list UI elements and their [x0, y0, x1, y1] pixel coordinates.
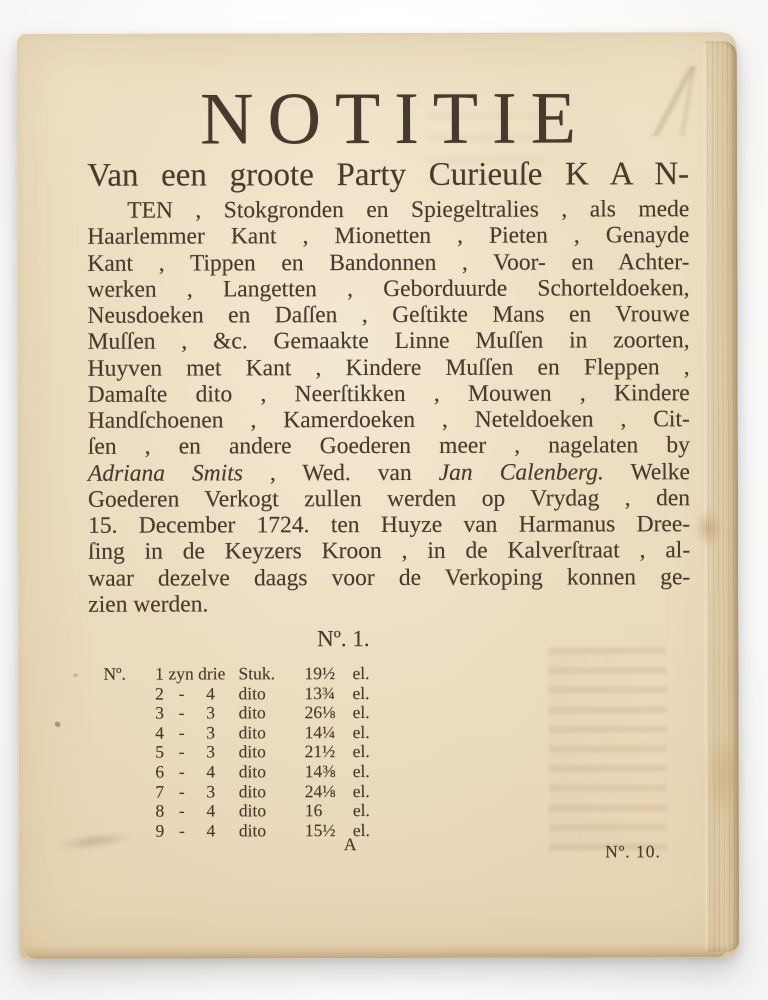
piece-count-value: 4	[206, 761, 216, 782]
dash: -	[178, 781, 185, 802]
paragraph-line	[87, 222, 689, 250]
length-value: 16	[304, 800, 323, 821]
lot-row	[104, 702, 691, 723]
piece-count: zyn drie	[168, 663, 226, 684]
lot-row	[103, 663, 690, 684]
length-value: 14⅜	[304, 761, 336, 782]
paragraph-line	[88, 459, 690, 487]
piece-count-value: 3	[206, 702, 215, 723]
signature-mark: A	[343, 834, 357, 855]
person-name: Adriana Smits	[87, 459, 243, 487]
section-heading: Nº. 1.	[317, 626, 370, 652]
dash: -	[178, 722, 185, 743]
paragraph-text: Haarlemmer Kant , Mionetten , Pieten , Genayde	[87, 222, 690, 251]
unit-label: el.	[352, 760, 370, 782]
dito-word: dito	[238, 820, 267, 841]
piece-count-value: 4	[206, 800, 216, 821]
lot-number: 7	[155, 781, 165, 802]
paragraph-line	[88, 354, 690, 382]
numero-spacer	[103, 684, 150, 704]
lot-number: 3	[155, 702, 164, 723]
paragraph-line	[88, 327, 690, 355]
lot-row	[104, 781, 691, 802]
paragraph-line	[88, 537, 690, 565]
lot-number: 2	[155, 683, 164, 704]
page-footer	[89, 834, 691, 868]
lot-row	[104, 820, 691, 841]
paragraph-line	[88, 511, 690, 539]
paragraph-line	[87, 301, 689, 329]
numero-spacer	[104, 802, 151, 822]
paragraph-text: werken , Langetten , Geborduurde Schorteldoeken,	[87, 274, 690, 303]
numero-spacer	[104, 763, 151, 783]
paragraph-text: Welke	[603, 458, 690, 485]
unit-label: el.	[352, 663, 370, 684]
dash: -	[178, 761, 185, 782]
paragraph-line	[88, 590, 690, 618]
piece-count	[169, 704, 227, 724]
dash: -	[178, 820, 185, 841]
dash: -	[178, 741, 185, 762]
paragraph-text: 15. December 1724. ten Huyze van Harmanus Dree-	[88, 511, 691, 539]
unit-label: el.	[352, 682, 370, 703]
paragraph-line	[88, 485, 690, 513]
dash: -	[178, 683, 185, 704]
lot-number: 6	[155, 761, 165, 782]
piece-count-value: 3	[206, 780, 216, 802]
lot-row	[104, 761, 691, 782]
piece-count	[169, 762, 227, 782]
document-title: NOTITIE	[200, 77, 591, 161]
paragraph-text: , Wed. van	[242, 459, 439, 486]
lot-row	[104, 742, 691, 763]
numero-spacer	[104, 743, 151, 763]
piece-count	[169, 802, 227, 822]
dito-word: dito	[238, 722, 266, 743]
paragraph-text: Muſſen , &c. Gemaakte Linne Muſſen in zoorten,	[87, 327, 690, 356]
length-value: 24⅛	[304, 780, 336, 801]
length-value: 26⅛	[304, 702, 336, 723]
paragraph-text: Goederen Verkogt zullen werden op Vrydag , den	[87, 484, 691, 513]
numero-spacer	[104, 723, 151, 743]
piece-count-value: 4	[206, 683, 215, 704]
paragraph-line	[88, 564, 690, 592]
dito-word: dito	[238, 741, 266, 762]
numero-label: Nº.	[103, 663, 126, 684]
document-page	[17, 32, 739, 959]
piece-count	[168, 684, 226, 704]
person-name: Jan Calenberg.	[438, 458, 604, 486]
length-value: 19½	[304, 663, 336, 684]
lot-row	[104, 800, 691, 821]
paragraph-text: Damaſte dito , Neerſtikken , Mouwen , Kindere	[87, 379, 690, 408]
lot-number: 4	[155, 722, 165, 743]
printed-content	[87, 32, 691, 959]
paragraph-text: Kant , Tippen en Bandonnen , Voor- en Achter-	[87, 248, 690, 277]
unit-label: el.	[352, 741, 370, 762]
piece-count	[169, 782, 227, 802]
paragraph-text: waar dezelve daags voor de Verkoping konnen ge-	[88, 563, 691, 592]
lot-row	[104, 722, 691, 743]
length-value: 21½	[304, 741, 336, 762]
paragraph-text: Huyven met Kant , Kindere Muſſen en Fleppen ,	[87, 353, 690, 382]
dito-word: dito	[238, 780, 267, 801]
lot-number: 9	[155, 820, 165, 841]
page-number: Nº. 10.	[605, 841, 661, 862]
lot-row	[103, 683, 690, 704]
numero-spacer	[104, 821, 151, 841]
paragraph-text: ſen , en andere Goederen meer , nagelaten by	[87, 432, 690, 461]
numero-spacer	[104, 782, 151, 802]
length-value: 14¼	[304, 721, 336, 742]
unit-label: el.	[352, 800, 370, 821]
dito-word: dito	[238, 761, 266, 782]
lot-number: 5	[155, 741, 165, 762]
dash: -	[178, 800, 185, 821]
length-value: 13¾	[304, 682, 336, 703]
paragraph-line	[88, 406, 690, 434]
dash: -	[178, 702, 185, 723]
piece-count	[169, 743, 227, 763]
fox-spot	[54, 721, 62, 729]
paragraph-text: zien werden.	[88, 591, 209, 618]
paragraph-line	[88, 432, 690, 460]
paragraph-text: Neusdoeken en Daſſen , Geſtikte Mans en Vrouwe	[87, 301, 690, 329]
length-value: 15½	[304, 819, 336, 840]
lot-number: 8	[155, 800, 165, 821]
document-subtitle: Van een groote Party Curieuſe K A N-	[87, 156, 690, 194]
paragraph-line	[87, 196, 689, 224]
notice-paragraph	[87, 196, 690, 618]
stain	[694, 508, 722, 548]
piece-count	[169, 723, 227, 743]
piece-count-value: 4	[206, 820, 216, 841]
piece-count-value: 3	[206, 722, 216, 743]
stain	[703, 732, 743, 822]
lot-list	[103, 663, 690, 841]
paragraph-line	[87, 275, 689, 303]
fox-spot	[73, 674, 77, 677]
paragraph-text: Handſchoenen , Kamerdoeken , Neteldoeken , Cit-	[87, 406, 690, 434]
unit-label: el.	[352, 819, 370, 840]
unit-label: el.	[352, 780, 370, 801]
lot-number: 1	[155, 663, 164, 684]
numero-spacer	[104, 704, 151, 724]
dito-word: dito	[238, 702, 266, 723]
paragraph-line	[87, 249, 689, 277]
unit-label: el.	[352, 721, 370, 742]
piece-word: Stuk.	[238, 663, 275, 684]
piece-count-value: 3	[206, 741, 216, 762]
dito-word: dito	[238, 800, 267, 821]
dito-word: dito	[238, 682, 266, 703]
piece-count	[169, 821, 227, 841]
unit-label: el.	[352, 702, 370, 723]
paragraph-text: TEN , Stokgronden en Spiegeltralies , als mede	[127, 196, 690, 224]
paragraph-text: ſing in de Keyzers Kroon , in de Kalverſtraat , al-	[88, 537, 691, 566]
paragraph-line	[88, 380, 690, 408]
